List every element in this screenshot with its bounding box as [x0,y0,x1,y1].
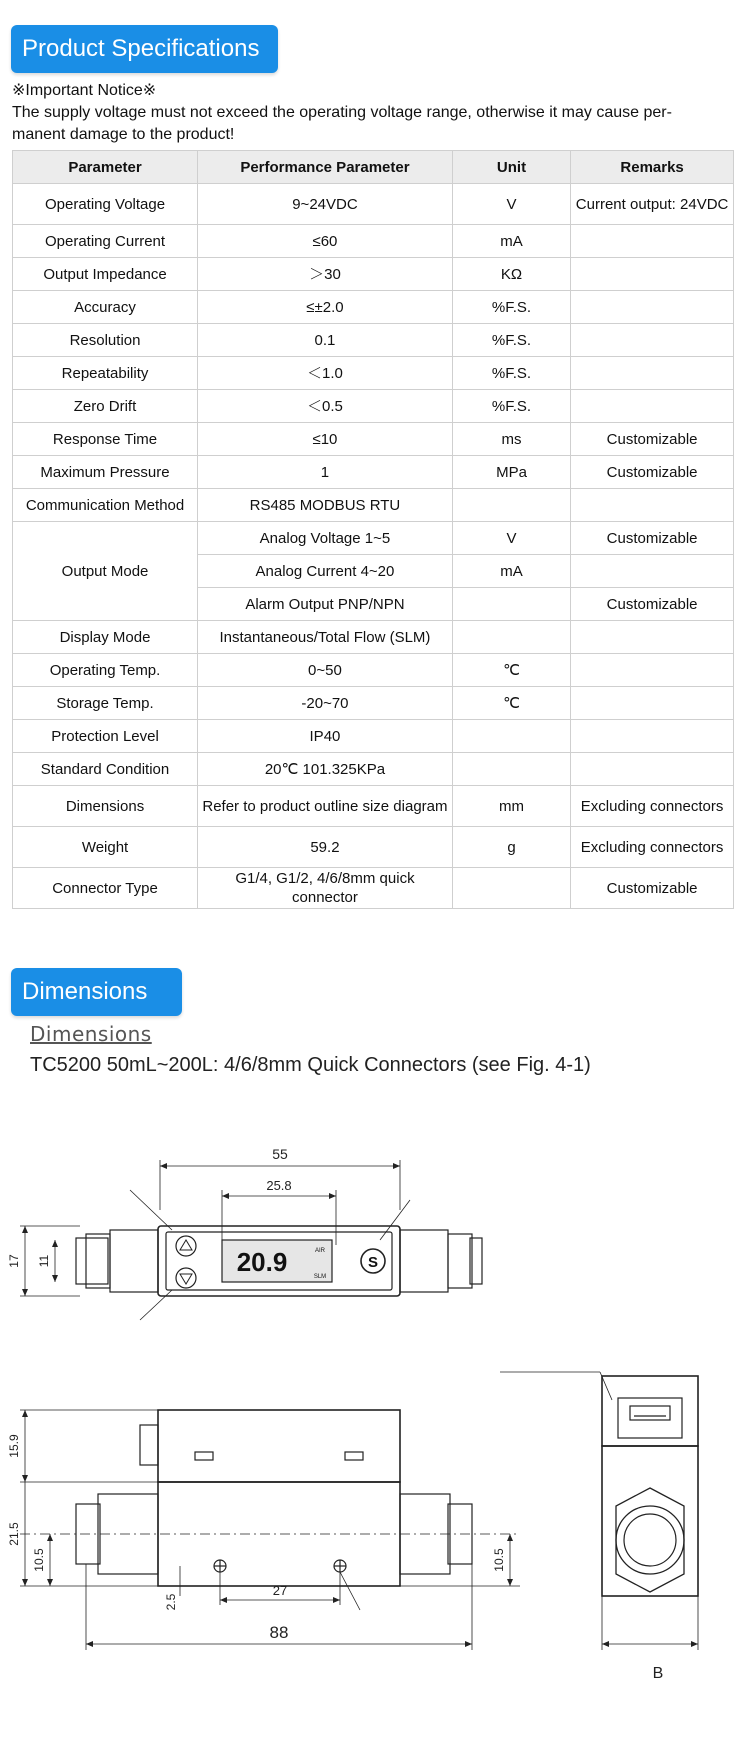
cell-unit: %F.S. [452,324,570,357]
front-view [7,1410,520,1650]
cell-remarks: Customizable [571,868,734,909]
dim-17-label: 17 [7,1254,21,1268]
cell-remarks [571,720,734,753]
dim-21-5-label: 21.5 [7,1522,21,1546]
cell-remarks: Customizable [571,423,734,456]
cell-unit [452,720,570,753]
cell-unit: %F.S. [452,357,570,390]
table-row [13,868,734,909]
table-row [13,456,734,489]
cell-unit: mA [452,555,570,588]
cell-perf: IP40 [198,720,453,753]
cell-unit [452,489,570,522]
cell-perf: ＞30 [198,258,453,291]
set-button-label: S [367,1254,379,1271]
specs-section-title: Product Specifications [11,25,278,73]
notice-body-line1: The supply voltage must not exceed the operating voltage range, otherwise it may cause per- [12,104,672,121]
cell-unit [452,588,570,621]
cell-remarks: Customizable [571,588,734,621]
table-row [13,753,734,786]
cell-unit: V [452,184,570,225]
cell-perf: ＜0.5 [198,390,453,423]
cell-remarks [571,258,734,291]
table-row [13,489,734,522]
cell-unit: MPa [452,456,570,489]
cell-param: Maximum Pressure [13,456,198,489]
cell-remarks [571,357,734,390]
table-row [13,522,734,555]
dim-25-8-label: 25.8 [266,1178,292,1193]
cell-perf: 59.2 [198,827,453,868]
cell-param: Repeatability [13,357,198,390]
table-row [13,687,734,720]
table-row [13,827,734,868]
cell-unit: mm [452,786,570,827]
display-reading: 20.9 [236,1247,288,1277]
dim-10-5-left-label: 10.5 [32,1548,46,1572]
cell-perf: 0.1 [198,324,453,357]
cell-perf: -20~70 [198,687,453,720]
cell-param: Connector Type [13,868,198,909]
spec-table [12,150,734,909]
cell-perf: 1 [198,456,453,489]
table-row [13,654,734,687]
cell-remarks: Customizable [571,456,734,489]
dim-B-label: B [652,1665,664,1682]
dim-11-label: 11 [37,1254,51,1268]
table-row [13,423,734,456]
cell-param: Output Impedance [13,258,198,291]
cell-remarks [571,225,734,258]
cell-perf: ≤10 [198,423,453,456]
cell-unit: %F.S. [452,390,570,423]
cell-param: Operating Temp. [13,654,198,687]
table-row [13,720,734,753]
table-row [13,258,734,291]
top-view [7,1146,482,1320]
cell-unit: ℃ [452,654,570,687]
cell-param: Response Time [13,423,198,456]
display-unit-bottom: SLM [313,1274,327,1280]
display-unit-top: AIR [314,1248,326,1254]
dimensions-section-title: Dimensions [11,968,182,1016]
table-row [13,390,734,423]
cell-perf: ≤60 [198,225,453,258]
header-remarks: Remarks [571,151,734,184]
cell-param: Standard Condition [13,753,198,786]
cell-remarks [571,687,734,720]
cell-perf: Alarm Output PNP/NPN [198,588,453,621]
cell-param: Protection Level [13,720,198,753]
cell-remarks: Customizable [571,522,734,555]
dimension-drawing [0,1080,750,1741]
header-unit: Unit [452,151,570,184]
cell-unit [452,621,570,654]
cell-unit: V [452,522,570,555]
header-performance: Performance Parameter [198,151,453,184]
cell-perf: Refer to product outline size diagram [198,786,453,827]
cell-remarks [571,324,734,357]
dimensions-caption: Dimensions [30,1022,152,1046]
cell-param: Output Mode [13,522,198,621]
dim-15-9-label: 15.9 [7,1434,21,1458]
cell-unit [452,868,570,909]
cell-perf: ≤±2.0 [198,291,453,324]
cell-remarks [571,390,734,423]
cell-perf: Instantaneous/Total Flow (SLM) [198,621,453,654]
spec-table-header-row [13,151,734,184]
dim-2-5-label: 2.5 [164,1593,178,1611]
cell-remarks [571,555,734,588]
cell-perf: Analog Voltage 1~5 [198,522,453,555]
cell-param: Dimensions [13,786,198,827]
cell-perf: 20℃ 101.325KPa [198,753,453,786]
cell-remarks [571,489,734,522]
cell-remarks: Excluding connectors [571,827,734,868]
cell-remarks [571,621,734,654]
table-row [13,357,734,390]
header-parameter: Parameter [13,151,198,184]
cell-unit: g [452,827,570,868]
cell-unit: ℃ [452,687,570,720]
cell-param: Communication Method [13,489,198,522]
cell-remarks [571,753,734,786]
notice-heading: ※Important Notice※ [12,82,157,99]
cell-param: Resolution [13,324,198,357]
cell-unit: ms [452,423,570,456]
notice-body-line2: manent damage to the product! [12,126,235,143]
cell-param: Zero Drift [13,390,198,423]
cell-param: Display Mode [13,621,198,654]
cell-perf: ＜1.0 [198,357,453,390]
dimensions-subtitle: TC5200 50mL~200L: 4/6/8mm Quick Connectors (see Fig. 4-1) [30,1054,591,1076]
cell-unit: KΩ [452,258,570,291]
important-notice [12,80,732,146]
notice-body [12,102,732,146]
cell-perf: RS485 MODBUS RTU [198,489,453,522]
cell-remarks: Current output: 24VDC [571,184,734,225]
table-row [13,786,734,827]
cell-perf: Analog Current 4~20 [198,555,453,588]
cell-unit: %F.S. [452,291,570,324]
table-row [13,291,734,324]
table-row [13,225,734,258]
cell-unit: mA [452,225,570,258]
dim-27-label: 27 [272,1583,288,1598]
cell-param: Operating Current [13,225,198,258]
cell-param: Storage Temp. [13,687,198,720]
dim-55-label: 55 [272,1146,288,1162]
cell-perf: 0~50 [198,654,453,687]
dim-10-5-right-label: 10.5 [492,1548,506,1572]
cell-perf: 9~24VDC [198,184,453,225]
cell-remarks: Excluding connectors [571,786,734,827]
cell-param: Operating Voltage [13,184,198,225]
table-row [13,621,734,654]
cell-perf: G1/4, G1/2, 4/6/8mm quick connector [198,868,453,909]
cell-unit [452,753,570,786]
table-row [13,324,734,357]
dim-88-label: 88 [269,1623,289,1642]
cell-remarks [571,654,734,687]
cell-remarks [571,291,734,324]
side-view [500,1372,698,1682]
cell-param: Weight [13,827,198,868]
table-row [13,184,734,225]
cell-param: Accuracy [13,291,198,324]
